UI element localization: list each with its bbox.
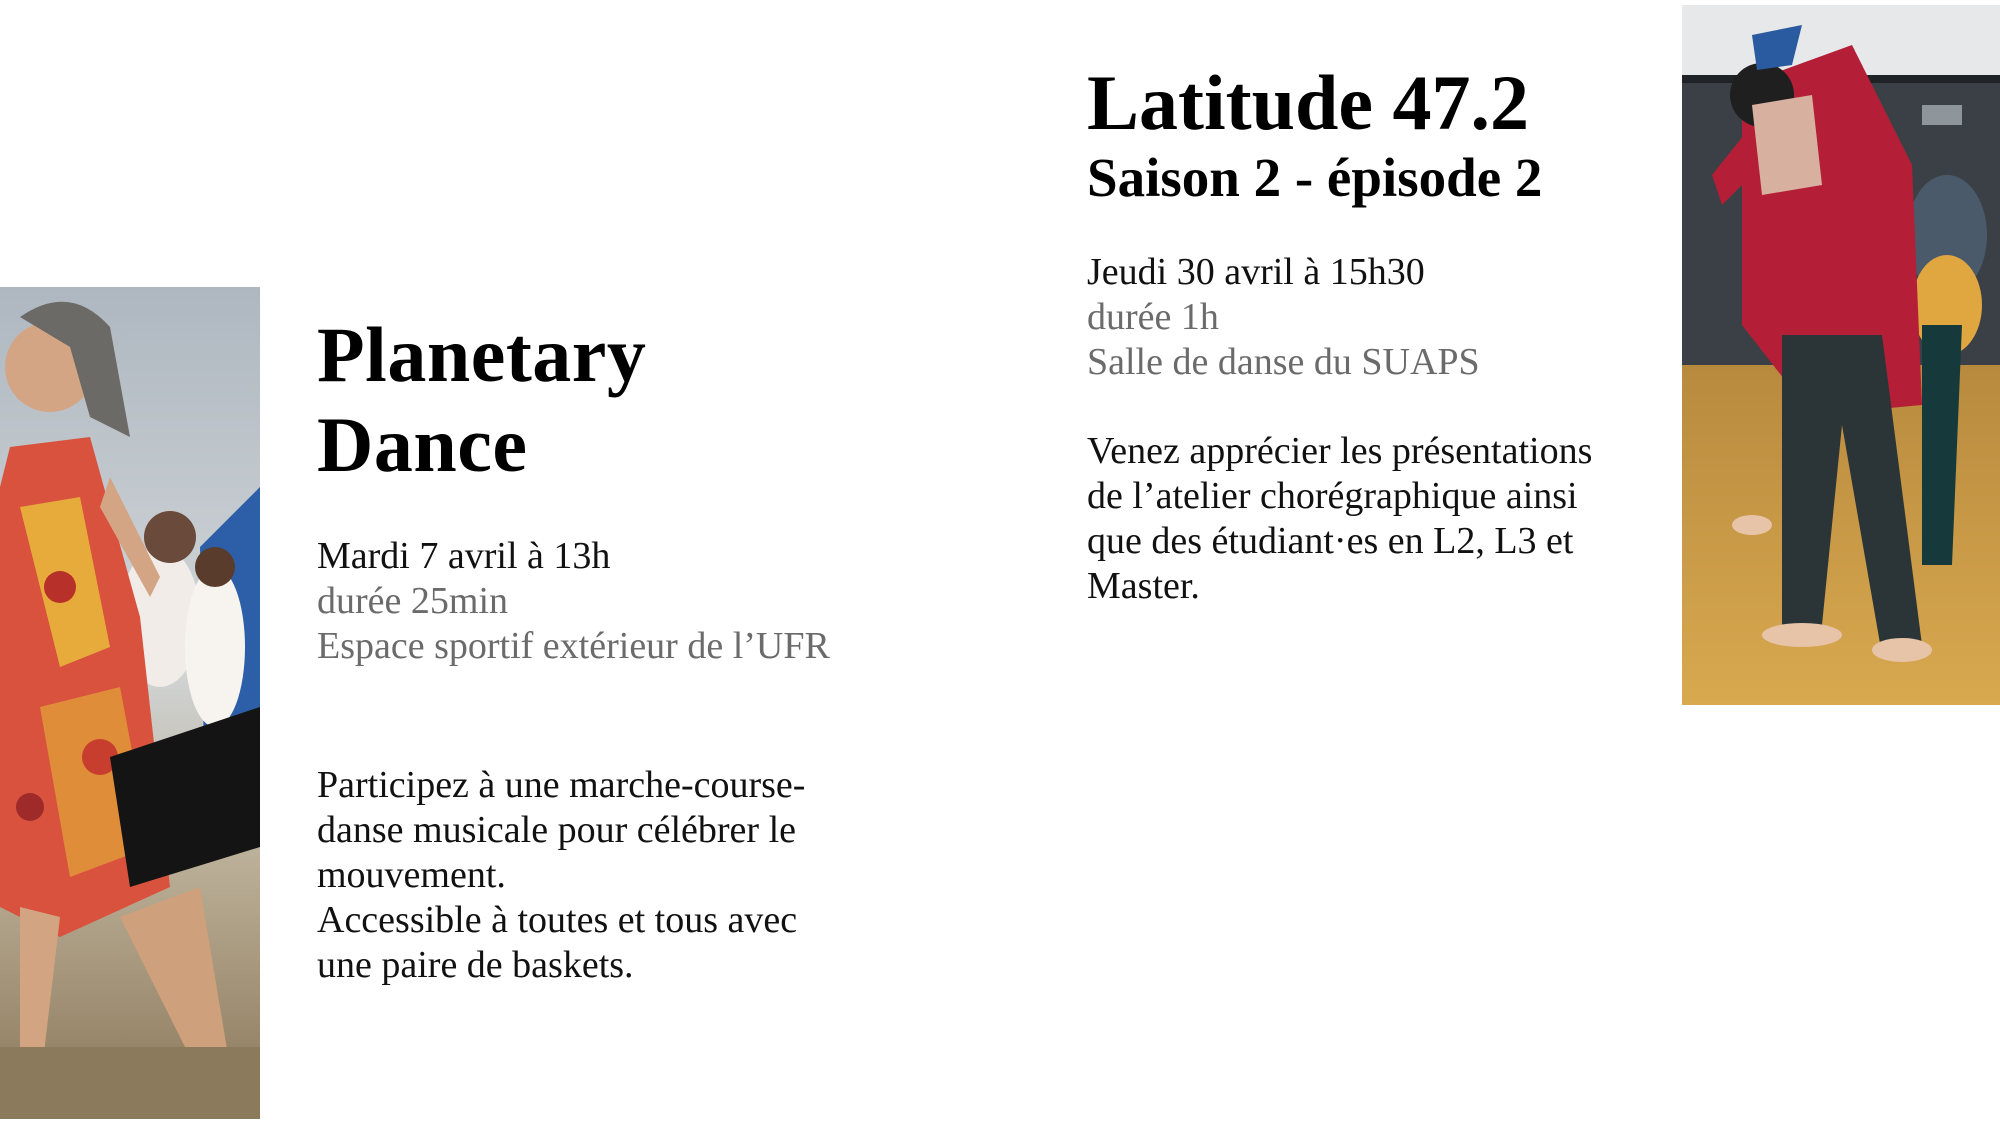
event-date: Jeudi 30 avril à 15h30: [1087, 251, 1425, 293]
description-line: que des étudiant·es en L2, L3 et: [1087, 520, 1574, 562]
description-line: de l’atelier chorégraphique ainsi: [1087, 475, 1578, 517]
event-location: Salle de danse du SUAPS: [1087, 341, 1480, 383]
planetary-dance-event: [317, 310, 877, 988]
event-title-line2: Dance: [317, 401, 528, 488]
event-subtitle: Saison 2 - épisode 2: [1087, 147, 1543, 208]
description-line: Accessible à toutes et tous avec: [317, 899, 798, 941]
event-title-line1: Planetary: [317, 311, 647, 398]
description-line: danse musicale pour célébrer le: [317, 809, 796, 851]
event-location: Espace sportif extérieur de l’UFR: [317, 625, 830, 667]
description-line: Participez à une marche-course-: [317, 764, 806, 806]
event-duration: durée 25min: [317, 580, 509, 622]
event-meta: [317, 534, 877, 669]
event-title: Latitude 47.2: [1087, 59, 1530, 146]
description-line: Master.: [1087, 565, 1200, 607]
outdoor-dance-photo: [0, 287, 260, 1119]
description-line: mouvement.: [317, 854, 506, 896]
event-duration: durée 1h: [1087, 296, 1219, 338]
event-description: [317, 763, 857, 988]
description-line: une paire de baskets.: [317, 944, 634, 986]
latitude-event: [1087, 58, 1667, 609]
description-line: Venez apprécier les présentations: [1087, 430, 1593, 472]
event-description: [1087, 429, 1647, 609]
event-meta: [1087, 250, 1667, 385]
studio-dance-photo: [1682, 5, 2000, 705]
event-date: Mardi 7 avril à 13h: [317, 535, 611, 577]
event-title: [317, 310, 877, 490]
